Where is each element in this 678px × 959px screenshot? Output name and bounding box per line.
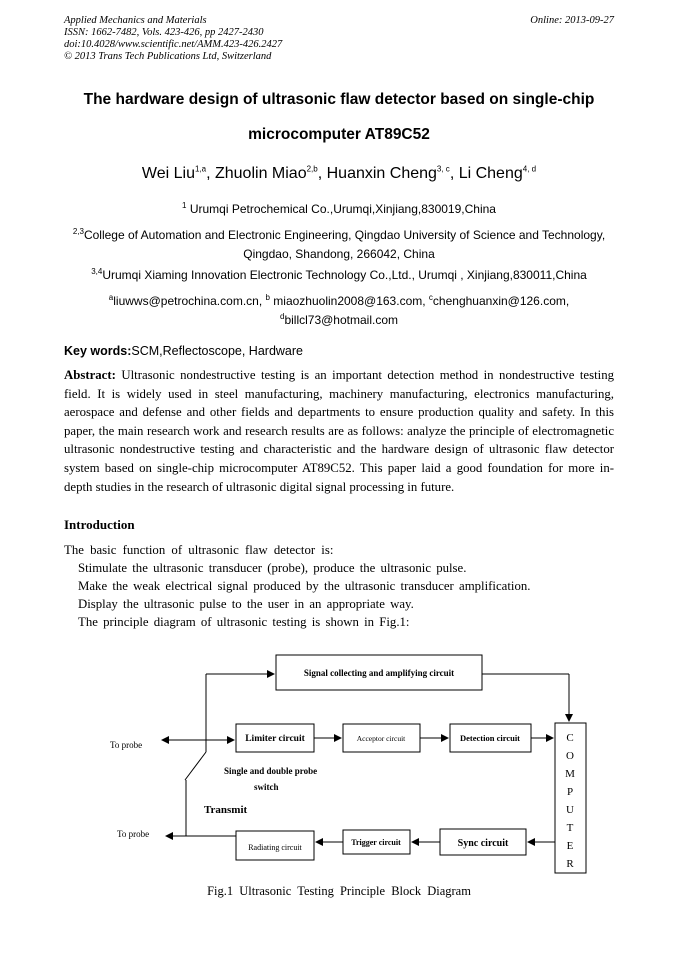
block-diagram [0, 640, 678, 880]
computer-label [565, 732, 575, 870]
computer-letter: T [566, 822, 574, 834]
affiliation-3 [40, 266, 638, 285]
affiliation-2 [60, 226, 618, 264]
abstract [64, 366, 614, 496]
keywords-text: SCM,Reflectoscope, Hardware [131, 344, 303, 358]
author-sup: 4, d [522, 164, 537, 174]
journal-name: Applied Mechanics and Materials [64, 15, 207, 26]
computer-letter: R [566, 858, 574, 870]
figure-caption: Fig.1 Ultrasonic Testing Principle Block Diagram [207, 884, 471, 898]
affiliation-sup: 1 [182, 201, 187, 210]
author-name: Huanxin Cheng [326, 165, 437, 182]
switch-label-line-1: Single and double probe [224, 766, 318, 776]
issn-line: ISSN: 1662-7482, Vols. 423-426, pp 2427-2430 [64, 27, 264, 38]
affiliation-sup: 2,3 [72, 227, 84, 236]
online-date: Online: 2013-09-27 [530, 15, 614, 26]
keywords-label: Key words: [64, 344, 132, 358]
section-heading-introduction: Introduction [64, 517, 135, 532]
radiating-label: Radiating circuit [248, 843, 302, 852]
affiliation-text: College of Automation and Electronic Engineering, Qingdao University of Science and Technology, Qingdao, Shandong, 266042, China [83, 228, 606, 261]
affiliation-text: Urumqi Xiaming Innovation Electronic Technology Co.,Ltd., Urumqi , Xinjiang,830011,China [102, 268, 587, 282]
trigger-label: Trigger circuit [351, 838, 401, 847]
author-sup: 3, c [436, 164, 450, 174]
computer-letter: P [566, 786, 574, 798]
email-sup: a [108, 293, 114, 302]
copyright-line: © 2013 Trans Tech Publications Ltd, Switzerland [64, 51, 272, 62]
affiliation-1 [60, 200, 618, 219]
email-list [60, 292, 618, 330]
transmit-label: Transmit [204, 804, 248, 816]
intro-line: The basic function of ultrasonic flaw detector is: [64, 543, 334, 557]
email-link[interactable]: chenghuanxin@126.com, [432, 294, 570, 308]
email-link[interactable]: billcl73@hotmail.com [284, 313, 398, 327]
email-sup: d [279, 312, 285, 321]
intro-line: The principle diagram of ultrasonic testing is shown in Fig.1: [78, 615, 410, 629]
author-name: Zhuolin Miao [214, 165, 307, 182]
author-list: Wei Liu$^{1,a}$, Zhuolin Miao$^{2,b}$, Huanxin Cheng$^{3, c}$, Li Cheng$^{4, d}$ [141, 164, 537, 182]
keywords [64, 344, 303, 358]
author-sup: 2,b [306, 164, 318, 174]
paper-title-line-1: The hardware design of ultrasonic flaw detector based on single-chip [83, 91, 595, 108]
abstract-text: Ultrasonic nondestructive testing is an important detection method in nondestructive testing field. It is widely used in steel manufacturing, machinery manufacturing, electronics manufacturing, aerospace and defense and other fields and departments to ensure production quality and safety. In this paper, the main research work and research results are as follows: analyze the principle of electromagnetic ultrasonic nondestructive testing and characteristic and the hardware design of ultrasonic flaw detector system based on single-chip microcomputer AT89C52. This paper laid a good foundation for more in-depth studies in the research of ultrasonic digital signal processing in future. [64, 368, 614, 494]
switch-diagonal [185, 752, 206, 780]
intro-line: Display the ultrasonic pulse to the user in an appropriate way. [78, 597, 414, 611]
intro-line: Stimulate the ultrasonic transducer (probe), produce the ultrasonic pulse. [78, 561, 467, 575]
computer-letter: E [566, 840, 574, 852]
email-sup: b [265, 293, 270, 302]
computer-letter: C [566, 732, 574, 744]
computer-letter: M [565, 768, 575, 780]
email-link[interactable]: miaozhuolin2008@163.com, [273, 294, 426, 308]
journal-header [64, 15, 282, 63]
switch-label-line-2: switch [254, 782, 279, 792]
abstract-label: Abstract: [64, 368, 116, 382]
computer-letter: U [566, 804, 574, 816]
email-sup: c [428, 293, 433, 302]
author-name: Wei Liu [141, 165, 195, 182]
computer-letter: O [566, 750, 574, 762]
to-probe-top-label: To probe [110, 740, 143, 750]
email-link[interactable]: liuwws@petrochina.com.cn, [113, 294, 263, 308]
introduction-body [64, 541, 614, 631]
signal-box-label: Signal collecting and amplifying circuit [303, 668, 455, 678]
author-name: Li Cheng [458, 165, 523, 182]
intro-line: Make the weak electrical signal produced by the ultrasonic transducer amplification. [78, 579, 531, 593]
paper-title-line-2: microcomputer AT89C52 [248, 126, 430, 143]
sync-label: Sync circuit [457, 838, 509, 849]
affiliation-sup: 3,4 [91, 267, 103, 276]
doi-line: doi:10.4028/www.scientific.net/AMM.423-426.2427 [64, 39, 283, 50]
limiter-label: Limiter circuit [245, 734, 305, 744]
acceptor-label: Acceptor circuit [356, 734, 406, 743]
detection-label: Detection circuit [459, 733, 521, 743]
author-sup: 1,a [194, 164, 207, 174]
to-probe-bottom-label: To probe [117, 829, 150, 839]
affiliation-text: Urumqi Petrochemical Co.,Urumqi,Xinjiang,830019,China [189, 202, 496, 216]
